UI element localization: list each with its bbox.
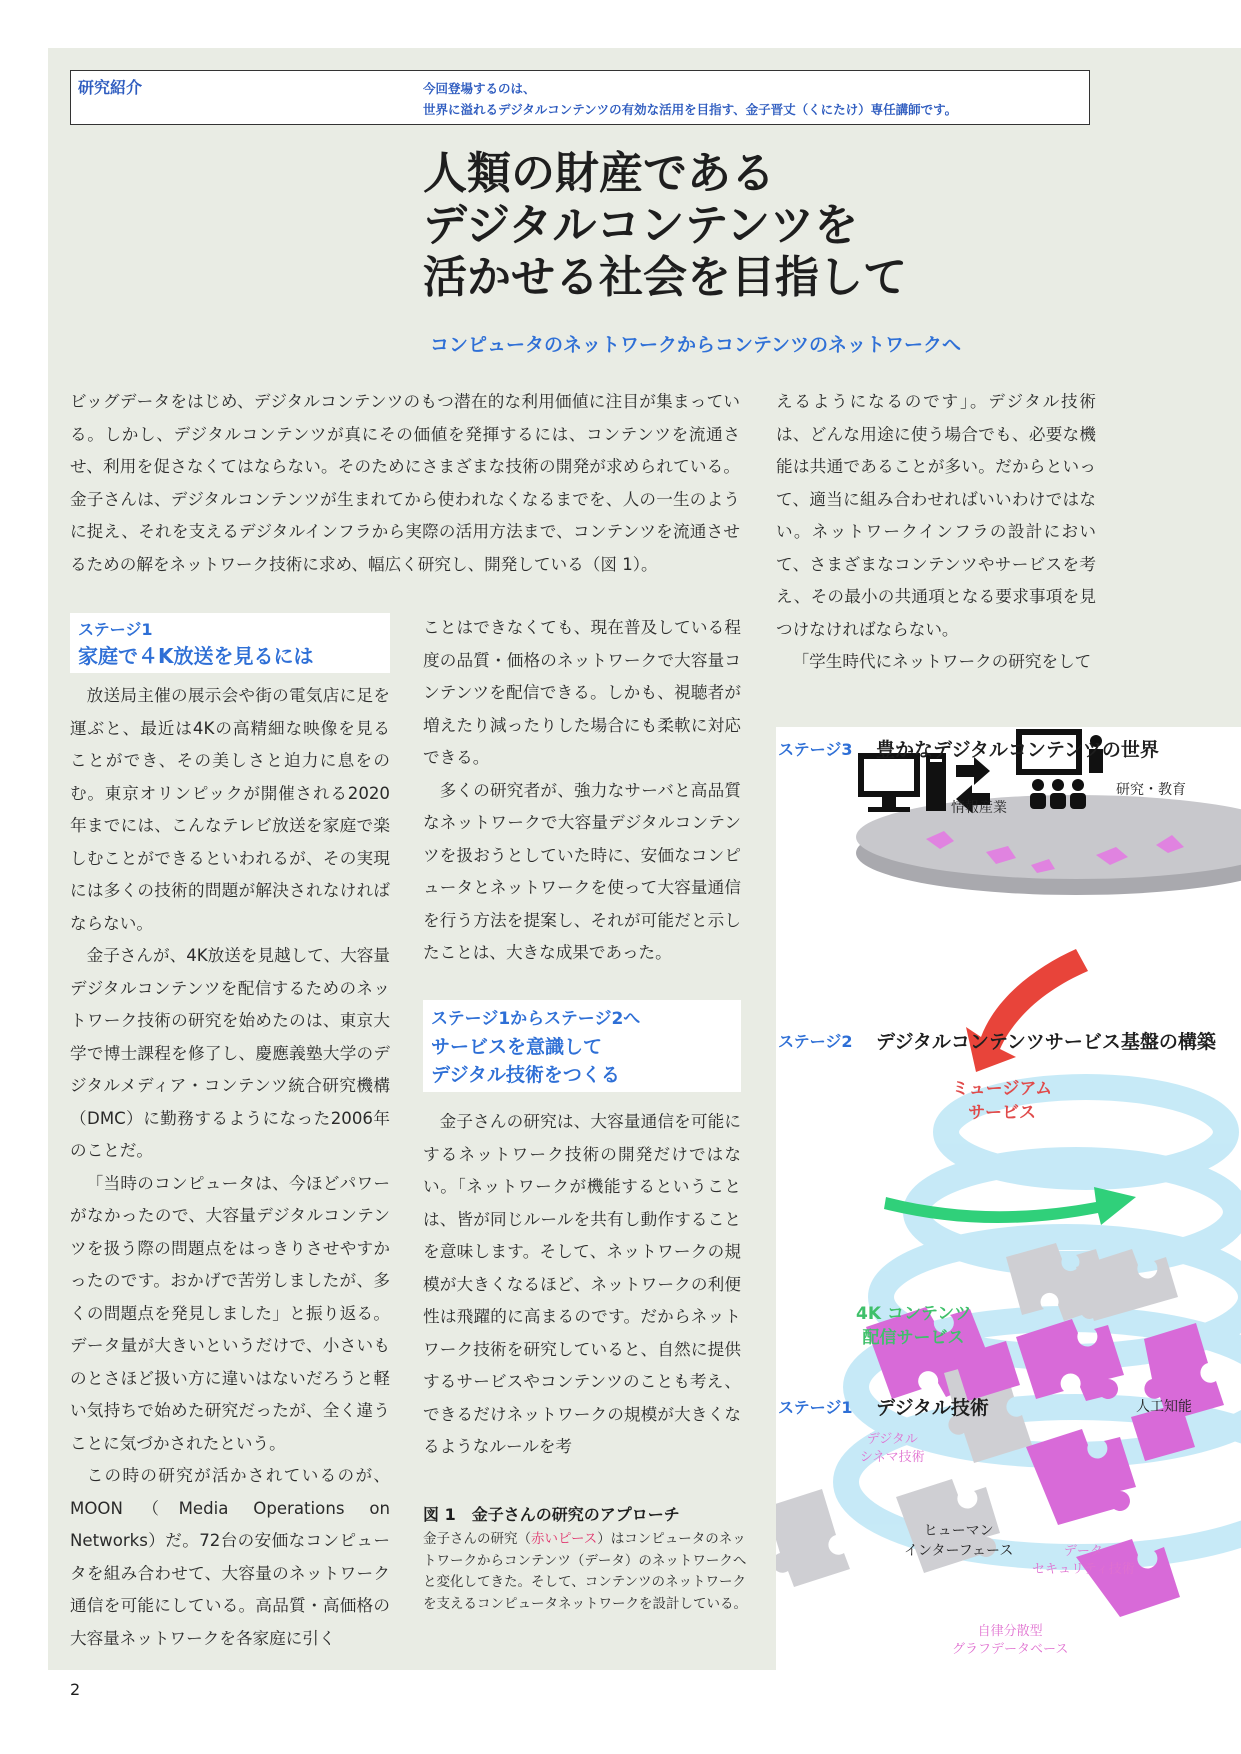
stage3-title: 豊かなデジタルコンテンツの世界 <box>876 739 1159 761</box>
4k-service-label <box>856 1302 971 1350</box>
title-line3: 活かせる社会を目指して <box>423 252 907 303</box>
section1-heading <box>70 613 390 673</box>
figure-caption-text <box>423 1529 753 1615</box>
article-subtitle: コンピュータのネットワークからコンテンツのネットワークへ <box>430 334 962 356</box>
column-2-top <box>423 612 741 970</box>
column-2-bottom <box>423 1106 741 1464</box>
research-education-label: 研究・教育 <box>1116 782 1186 798</box>
section2-heading <box>423 1000 741 1092</box>
stage1-label: ステージ1 <box>778 1398 853 1417</box>
4k-line1: 4K コンテンツ <box>856 1304 972 1324</box>
figure-title: 図 1 金子さんの研究のアプローチ <box>423 1505 680 1524</box>
section1-heading-line1: ステージ1 <box>78 620 153 639</box>
info-industry-label: 情報産業 <box>951 800 1007 816</box>
db-line2: グラフデータベース <box>952 1642 1069 1657</box>
title-line1: 人類の財産である <box>423 148 775 199</box>
header-intro-line2: 世界に溢れるデジタルコンテンツの有効な活用を目指す、金子晋丈（くにたけ）専任講師です。 <box>423 102 958 117</box>
intro-paragraph: ビッグデータをはじめ、デジタルコンテンツのもつ潜在的な利用価値に注目が集まっている。しかし、デジタルコンテンツが真にその価値を発揮するには、コンテンツを流通させ、利用を促さなくてはならない。そのためにさまざまな技術の開発が求められている。金子さんは、デジタルコンテンツが生まれてから使われなくなるまでを、人の一生のように捉え、それを支えるデジタルインフラから実際の活用方法まで、コンテンツを流通させるための解をネットワーク技術に求め、幅広く研究し、開発している（図 1）。 <box>70 392 740 574</box>
header-intro <box>423 78 957 120</box>
stage2-label: ステージ2 <box>778 1032 853 1051</box>
graph-db-label <box>952 1623 1068 1659</box>
security-label <box>1032 1543 1135 1579</box>
db-line1: 自律分散型 <box>977 1624 1043 1639</box>
header-intro-line1: 今回登場するのは、 <box>423 81 536 96</box>
section2-heading-line3: デジタル技術をつくる <box>431 1064 620 1086</box>
figure-caption <box>423 1502 753 1615</box>
section2-paragraph-1: 金子さんの研究は、大容量通信を可能にするネットワーク技術の開発だけではない。「ネットワークが機能するということは、皆が同じルールを共有し動作することを意味します。そして、ネットワークの規模が大きくなるほど、ネットワークの利便性は飛躍的に高まるのです。だからネットワーク技術を研究していると、自然に提供するサービスやコンテンツのことも考え、できるだけネットワークの規模が大きくなるようなルールを考 <box>423 1112 741 1456</box>
section-label: 研究紹介 <box>78 78 143 97</box>
section2-heading-line2: サービスを意識して <box>431 1036 603 1058</box>
section1-paragraph-4: この時の研究が活かされているのが、MOON（Media Operations on Networks）だ。72台の安価なコンピュータを組み合わせて、大容量のネットワーク通信を可能にしている。高品質・高価格の大容量ネットワークを各家庭に引く <box>70 1466 390 1648</box>
figure-diagram <box>776 727 1241 1675</box>
museum-line2: サービス <box>968 1103 1037 1123</box>
column-1 <box>70 680 390 1655</box>
human-interface-label <box>904 1521 1013 1561</box>
museum-service-label <box>952 1077 1052 1125</box>
sec-line1: データ <box>1063 1544 1103 1559</box>
col2-paragraph-2: 多くの研究者が、強力なサーバと高品質なネットワークで大容量デジタルコンテンツを扱おうとしていた時に、安価なコンピュータとネットワークを使って大容量通信を行う方法を提案し、それが可能だと示したことは、大きな成果であった。 <box>423 780 741 962</box>
section1-paragraph-3: 「当時のコンピュータは、今ほどパワーがなかったので、大容量デジタルコンテンツを扱う際の問題点をはっきりさせやすかったのです。おかげで苦労しましたが、多くの問題点を発見しました」と振り返る。データ量が大きいというだけで、小さいものとさほど扱い方に違いはないだろうと軽い気持ちで始めた研究だったが、全く違うことに気づかされたという。 <box>70 1173 390 1453</box>
col2-paragraph-1: ことはできなくても、現在普及している程度の品質・価格のネットワークで大容量コンテンツを配信できる。しかも、視聴者が増えたり減ったりした場合にも柔軟に対応できる。 <box>423 618 741 767</box>
hi-line2: インターフェース <box>904 1543 1014 1559</box>
stage2-title: デジタルコンテンツサービス基盤の構築 <box>876 1031 1216 1053</box>
section1-paragraph-2: 金子さんが、4K放送を見越して、大容量デジタルコンテンツを配信するためのネットワーク技術の研究を始めたのは、東京大学で博士課程を修了し、慶應義塾大学のデジタルメディア・コンテンツ統合研究機構（DMC）に勤務するようになった2006年のことだ。 <box>70 946 390 1160</box>
col3-paragraph-2: 「学生時代にネットワークの研究をして <box>792 652 1092 671</box>
page-number: 2 <box>70 1680 81 1699</box>
stage3-label: ステージ3 <box>778 740 853 759</box>
stage1-title: デジタル技術 <box>876 1397 989 1419</box>
cinema-label <box>860 1431 925 1467</box>
stage3-disc <box>856 795 1241 895</box>
caption-before: 金子さんの研究（ <box>423 1531 531 1547</box>
cinema-line2: シネマ技術 <box>860 1450 925 1465</box>
article-title <box>423 148 907 304</box>
caption-after: ）はコンピュータのネットワークからコンテンツ（データ）のネットワークへと変化してきた。そして、コンテンツのネットワークを支えるコンピュータネットワークを設計している。 <box>423 1531 747 1612</box>
ai-label: 人工知能 <box>1136 1399 1192 1415</box>
cinema-line1: デジタル <box>866 1432 918 1447</box>
section2-heading-line1: ステージ1からステージ2へ <box>431 1009 641 1029</box>
column-3 <box>776 386 1096 679</box>
sec-line2: セキュリティ技術 <box>1032 1562 1135 1577</box>
title-line2: デジタルコンテンツを <box>423 200 859 251</box>
4k-line2: 配信サービス <box>862 1328 965 1348</box>
header-box <box>70 70 1090 125</box>
hi-line1: ヒューマン <box>923 1523 994 1539</box>
section1-heading-line2: 家庭で４K放送を見るには <box>78 644 314 668</box>
col3-paragraph-1: えるようになるのです」。デジタル技術は、どんな用途に使う場合でも、必要な機能は共通であることが多い。だからといって、適当に組み合わせればいいわけではない。ネットワークインフラの設計において、さまざまなコンテンツやサービスを考え、その最小の共通項となる要求事項を見つけなければならない。 <box>776 392 1096 639</box>
section1-paragraph-1: 放送局主催の展示会や街の電気店に足を運ぶと、最近は4Kの高精細な映像を見ることができ、その美しさと迫力に息をのむ。東京オリンピックが開催される2020年までには、こんなテレビ放送を家庭で楽しむことができるといわれるが、その実現には多くの技術的問題が解決されなければならない。 <box>70 686 390 933</box>
caption-red-piece: 赤いピース <box>531 1531 598 1547</box>
museum-line1: ミュージアム <box>952 1079 1053 1099</box>
